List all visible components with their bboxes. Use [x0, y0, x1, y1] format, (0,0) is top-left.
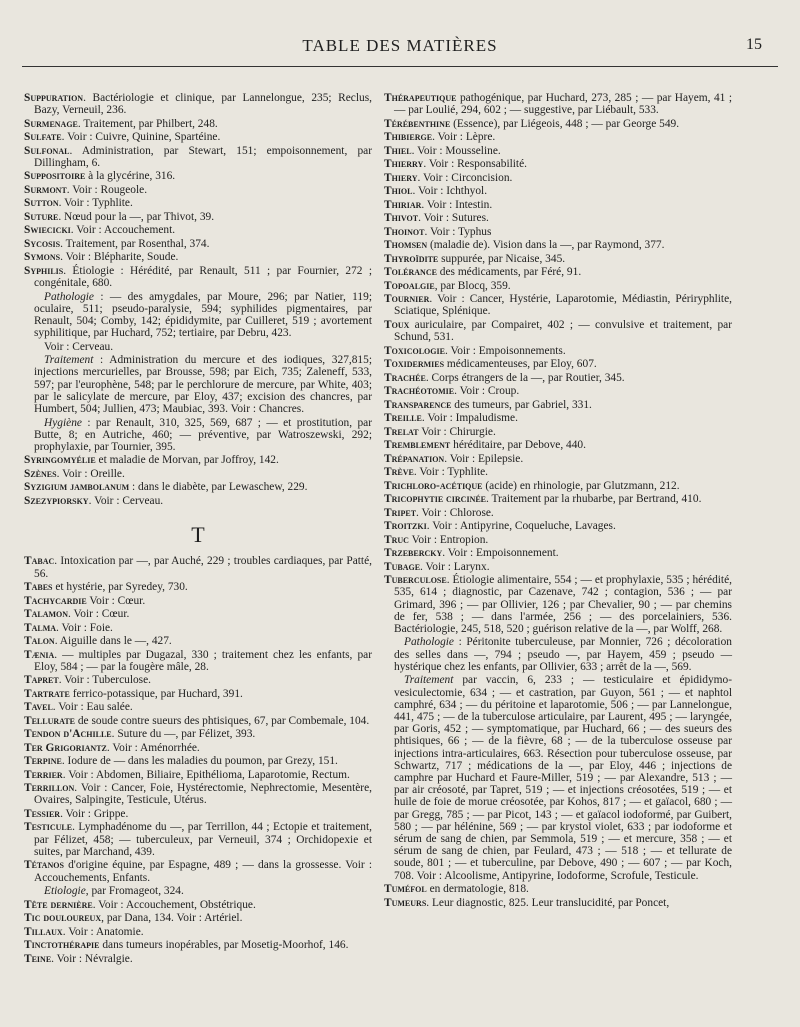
entry-term: Thiriar: [384, 198, 422, 211]
entry-text: . — multiples par Dugazal, 330 ; traitement chez les enfants, par Eloy, 584 ; — par la fougère mâle, 28.: [34, 648, 372, 673]
index-entry: [384, 358, 732, 370]
entry-term: Thiel: [384, 144, 412, 157]
index-entry: [24, 755, 372, 767]
entry-term: Talamon: [24, 608, 69, 621]
index-entry: [24, 742, 372, 754]
entry-text: . Voir : Impaludisme.: [421, 412, 518, 425]
index-subentry: [384, 636, 732, 673]
index-entry: [24, 608, 372, 620]
entry-term: Tubage: [384, 560, 421, 573]
index-subentry: [24, 354, 372, 415]
entry-text: . Étiologie : Hérédité, par Renault, 511 ; par Fournier, 272 ; congénitale, 680.: [34, 264, 372, 290]
entry-term: Sulfonal: [24, 144, 70, 157]
index-entry: [384, 185, 732, 197]
entry-term: Terrillon: [24, 782, 75, 795]
index-entry: [24, 145, 372, 169]
entry-text: . Voir : Typhlite.: [58, 197, 133, 210]
right-column: [384, 92, 732, 910]
index-entry: [384, 507, 732, 519]
entry-text: à la glycérine, 316.: [85, 170, 176, 183]
entry-text: . Traitement, par Philbert, 248.: [77, 117, 218, 130]
index-entry: [24, 595, 372, 607]
entry-term: Terrier: [24, 768, 63, 781]
entry-term: Tabac: [24, 555, 55, 568]
entry-text: . Traitement, par Rosenthal, 374.: [60, 237, 210, 250]
entry-text: (maladie de). Vision dans la —, par Raymond, 377.: [427, 239, 665, 252]
entry-term: Trachéotomie: [384, 385, 455, 398]
subentry-key: Etiologie: [44, 885, 86, 898]
index-entry: [24, 622, 372, 634]
subentry-text: : Administration du mercure et des iodiques, 327,815; injections mercurielles, par Brousse, 598; par Eich, 735; Zaleneff, 533, 597; par l'europhène, 548; par le perchlorure de mercure, par White, 403; par le salicylate de mercure, par Eloy, 437; excision des chancres, par Humbert, 504; Jullien, 473; Maubiac, 393. Voir : Chancres.: [34, 354, 372, 416]
entry-text: . Voir : Foie.: [56, 621, 113, 634]
subentry-key: Pathologie: [404, 636, 454, 649]
index-entry: [384, 280, 732, 292]
entry-term: Thomsen: [384, 239, 428, 252]
index-entry: [384, 453, 732, 465]
index-entry: [384, 534, 732, 546]
entry-term: Transparence: [384, 398, 452, 411]
entry-term: Toxidermies: [384, 358, 445, 371]
index-entry: [24, 481, 372, 493]
index-entry: [24, 555, 372, 579]
entry-term: Tartrate: [24, 687, 70, 700]
entry-text: . Voir : Larynx.: [420, 560, 490, 573]
entry-text: . Voir : Oreille.: [56, 467, 125, 480]
entry-term: Térébenthine: [384, 117, 451, 130]
index-entry: [24, 953, 372, 965]
subentry-text: par vaccin, 6, 233 ; — testiculaire et épididymo-vesiculectomie, 634 ; — et castration, par Guyon, 561 ; — et naphtol camphré, 634 ; — du péritoine et laparotomie, 506 ; — par Lannelongue, 441, 475 ; — de la tuberculose articulaire, par Laurent, 495 ; — laryngée, par Goris, 452 ; — symptomatique, par Huchard, 66 ; — des sueurs des phtisiques, 66 ; — de la fièvre, 68 ; — de la tuberculose osseuse par injections intra-articulaires, 663. Résection pour tuberculose osseuse, par Schwartz, 717 ; médications de la —, par Eloy, 446 ; injections de camphre par Huchard et Faure-Miller, 519 ; — par Alexandre, 513 ; — par air créosoté, par Tapret, 519 ; — et injections créosotées, 519 ; — et huile de foie de morue créosotée, par Kohos, 817 ; — et gaïacol, 680 ; — par Gregg, 785 ; — par Picot, 143 ; — et gaïacol iodoformé, par Guibert, 580 ; — par hélénine, 569 ; — par krystol violet, 633 ; par iodoforme et sérum de sang de chien, par Semmola, 519 ; — et mercure, 358 ; — et sérum de sang de chien, par Feulard, 473 ; — 518 ; — et tellurate de soude, 801 ; — et tuberculine, par Debove, 490 ; — 607 ; — par Koch, 708. Voir : Alcoolisme, Antipyrine, Iodoforme, Scrofule, Testicule.: [394, 674, 732, 882]
entry-term: Thoinot: [384, 225, 425, 238]
entry-term: Thierry: [384, 158, 424, 171]
entry-term: Syzigium jambolanum: [24, 481, 130, 494]
entry-text: . Aiguille dans le —, 427.: [54, 635, 172, 648]
index-entry: [24, 265, 372, 289]
entry-text: . Lymphadénome du —, par Terrillon, 44 ; Ectopie et traitement, par Félizet, 458; — tuberculeux, par Verneuil, 374 ; Orchidopexie et suites, par Marchand, 439.: [34, 821, 372, 858]
subentry-text: : Péritonite tuberculeuse, par Monnier, 726 ; décoloration des selles dans —, 794 ; pseudo —, par Hayem, 459 ; pseudo — hystérique chez les enfants, par Ollivier, 633 ; arrêt de la —, 569.: [394, 636, 732, 673]
index-subentry: [24, 291, 372, 340]
entry-term: Topoalgie: [384, 279, 435, 292]
entry-text: et hystérie, par Syredey, 730.: [52, 581, 188, 594]
subentry-text: : — des amygdales, par Moure, 296; par Natier, 119; oculaire, 511; pseudo-paralysie, 594; syphilides pigmentaires, par Renault, 504; Comby, 142; épididymite, par Cuilleret, 519 ; avortement syphilitique, par Huchard, 752; tertiaire, par Debru, 423.: [34, 290, 372, 340]
index-entry: [384, 158, 732, 170]
index-entry: [384, 92, 732, 116]
subentry-key: Traitement: [404, 674, 454, 687]
index-entry: [384, 426, 732, 438]
index-subentry: [24, 885, 372, 897]
entry-term: Swiecicki: [24, 224, 71, 237]
entry-term: Tænia: [24, 648, 55, 661]
left-column: [24, 92, 372, 966]
entry-term: Surmenage: [24, 117, 78, 130]
index-entry: [384, 345, 732, 357]
entry-text: . Voir : Responsabilité.: [423, 158, 528, 171]
entry-term: Trève: [384, 466, 414, 479]
entry-text: . Nœud pour la —, par Thivot, 39.: [58, 210, 215, 223]
index-entry: [384, 897, 732, 909]
index-entry: [384, 319, 732, 343]
entry-term: Thiery: [384, 171, 418, 184]
entry-text: . Administration, par Stewart, 151; empoisonnement, par Dillingham, 6.: [34, 144, 372, 169]
entry-term: Talma: [24, 621, 57, 634]
index-entry: [24, 581, 372, 593]
entry-text: Voir : Entropion.: [408, 533, 489, 546]
index-entry: [24, 926, 372, 938]
entry-text: . Voir : Cœur.: [68, 608, 130, 621]
index-entry: [24, 92, 372, 116]
entry-text: auriculaire, par Compairet, 402 ; — convulsive et traitement, par Schund, 531.: [394, 318, 732, 344]
index-entry: [24, 674, 372, 686]
entry-term: Truc: [384, 533, 409, 546]
page-title: TABLE DES MATIÈRES: [302, 36, 498, 55]
entry-text: . Voir : Epilepsie.: [444, 452, 524, 465]
entry-term: Tabes: [24, 581, 53, 594]
index-entry: [384, 883, 732, 895]
entry-text: . Voir : Typhlite.: [413, 466, 489, 479]
entry-text: . Voir : Blépharite, Soude.: [60, 251, 179, 264]
index-entry: [24, 769, 372, 781]
entry-text: . Voir : Accouchement.: [70, 224, 176, 237]
index-entry: [384, 226, 732, 238]
entry-text: . Voir : Abdomen, Biliaire, Epithélioma, Laparotomie, Rectum.: [62, 768, 350, 781]
entry-text: . Voir : Circoncision.: [417, 171, 513, 184]
entry-text: . Voir : Grippe.: [60, 807, 129, 820]
index-entry: [24, 224, 372, 236]
entry-term: Trichloro-acétique: [384, 479, 483, 492]
index-entry: [384, 480, 732, 492]
index-entry: [384, 118, 732, 130]
entry-term: Trelat: [384, 425, 419, 438]
entry-term: Testicule: [24, 821, 73, 834]
entry-text: . Voir : Mousseline.: [411, 144, 501, 157]
entry-text: . Voir : Cancer, Foie, Hystérectomie, Nephrectomie, Mesentère, Ovaires, Salpingite, Testicule, Utérus.: [34, 782, 372, 807]
entry-term: Syphilis: [24, 264, 64, 277]
entry-term: Troitzki: [384, 520, 427, 533]
entry-text: . Corps étrangers de la —, par Routier, 345.: [425, 371, 625, 384]
entry-term: Suppuration: [24, 92, 84, 104]
subentry-text: : par Renault, 310, 325, 569, 687 ; — et prostitution, par Butte, 8; en Autriche, 460; — préventive, par Watroszewski, 292; prophylaxie, par Tournier, 395.: [34, 416, 372, 453]
index-entry: [24, 649, 372, 673]
entry-text: . Intoxication par —, par Auché, 229 ; troubles cardiaques, par Patté, 56.: [34, 555, 372, 580]
subentry-key: Pathologie: [44, 290, 94, 303]
entry-text: . Voir : Chlorose.: [416, 506, 494, 519]
index-entry: [384, 145, 732, 157]
index-entry: [24, 238, 372, 250]
index-entry: [384, 199, 732, 211]
entry-term: Tripet: [384, 506, 417, 519]
index-entry: [24, 170, 372, 182]
entry-text: pathogénique, par Huchard, 273, 285 ; — par Hayem, 41 ; — par Loulié, 294, 602 ; — suggestive, par Liébault, 533.: [394, 92, 732, 117]
entry-text: . Étiologie alimentaire, 554 ; — et prophylaxie, 535 ; hérédité, 535, 614 ; diagnostic, par Cazenave, 742 ; contagion, 536 ; — par Grimard, 396 ; — par Ollivier, 126 ; par Chevalier, 90 ; — par chemins de fer, 538 ; — dans l'armée, 256 ; — des porcelainiers, 536. Bactériologie, 245, 518, 520 ; guérison relative de la —, par Wolff, 268.: [394, 574, 732, 635]
entry-text: médicamenteuses, par Eloy, 607.: [444, 358, 597, 371]
index-entry: [24, 251, 372, 263]
entry-term: Szènes: [24, 467, 57, 480]
index-entry: [384, 439, 732, 451]
index-entry: [384, 547, 732, 559]
entry-text: Voir : Chirurgie.: [418, 425, 496, 438]
entry-term: Surmont: [24, 183, 67, 196]
index-entry: [384, 385, 732, 397]
entry-term: Toux: [384, 318, 410, 331]
entry-text: , par Dana, 134. Voir : Artériel.: [101, 912, 243, 925]
index-entry: [384, 172, 732, 184]
entry-text: suppurée, par Nicaise, 345.: [438, 252, 566, 265]
entry-term: Trzebercky: [384, 547, 443, 560]
entry-text: des tumeurs, par Gabriel, 331.: [451, 398, 592, 411]
entry-term: Terpine: [24, 755, 62, 768]
entry-text: . Voir : Intestin.: [421, 198, 493, 211]
entry-text: . Voir : Antipyrine, Coqueluche, Lavages.: [426, 520, 616, 533]
entry-text: . Voir : Anatomie.: [62, 925, 144, 938]
entry-term: Treille: [384, 412, 422, 425]
entry-term: Tricophytie circinée: [384, 493, 487, 506]
index-entry: [24, 939, 372, 951]
page-header: [22, 36, 778, 62]
index-entry: [384, 574, 732, 635]
entry-text: . Voir : Sutures.: [418, 212, 489, 225]
entry-term: Tavel: [24, 701, 53, 714]
entry-term: Tillaux: [24, 925, 63, 938]
index-entry: [384, 131, 732, 143]
index-entry: [24, 184, 372, 196]
entry-term: Tumeurs: [384, 896, 427, 909]
entry-term: Symons: [24, 251, 61, 264]
entry-text: Voir : Cœur.: [86, 594, 146, 607]
index-entry: [384, 493, 732, 505]
entry-text: . Iodure de — dans les maladies du poumon, par Grezy, 151.: [61, 755, 338, 768]
entry-term: Tremblement: [384, 439, 451, 452]
entry-term: Tuberculose: [384, 574, 447, 587]
entry-text: (acide) en rhinologie, par Glutzmann, 212.: [482, 479, 680, 492]
entry-text: ferrico-potassique, par Huchard, 391.: [69, 687, 243, 700]
index-entry: [24, 859, 372, 883]
entry-text: et maladie de Morvan, par Joffroy, 142.: [95, 454, 279, 467]
entry-term: Tuméfol: [384, 883, 427, 896]
entry-text: . Voir : Névralgie.: [51, 952, 133, 965]
entry-text: . Voir : Rougeole.: [66, 183, 148, 196]
entry-text: en dermatologie, 818.: [426, 883, 529, 896]
entry-term: Thivot: [384, 212, 419, 225]
section-letter-heading: T: [191, 522, 205, 548]
entry-text: : dans le diabète, par Lewaschew, 229.: [129, 481, 308, 494]
entry-text: héréditaire, par Debove, 440.: [450, 439, 586, 452]
entry-text: . Voir : Lèpre.: [432, 131, 496, 144]
index-entry: [384, 466, 732, 478]
index-entry: [384, 293, 732, 317]
subentry-key: Traitement: [44, 354, 94, 367]
entry-term: Ter Grigoriantz: [24, 741, 107, 754]
entry-term: Szezypiorsky: [24, 494, 89, 507]
entry-text: . Leur diagnostic, 825. Leur translucidité, par Poncet,: [426, 896, 670, 909]
index-entry: [384, 399, 732, 411]
index-entry: [24, 131, 372, 143]
entry-term: Tétanos: [24, 859, 64, 872]
entry-term: Sycosis: [24, 237, 61, 250]
index-entry: [24, 688, 372, 700]
entry-term: Tendon d'Achille: [24, 728, 112, 741]
entry-term: Sulfate: [24, 131, 62, 144]
entry-text: . Voir : Tuberculose.: [58, 674, 152, 687]
entry-term: Tessier: [24, 807, 61, 820]
entry-text: . Voir : Aménorrhée.: [106, 741, 200, 754]
page-number: 15: [746, 36, 762, 53]
entry-term: Suture: [24, 210, 59, 223]
entry-term: Toxicologie: [384, 344, 445, 357]
entry-text: . Bactériologie et clinique, par Lannelongue, 235; Reclus, Bazy, Verneuil, 236.: [34, 92, 372, 117]
index-entry: [24, 635, 372, 647]
entry-term: Trépanation: [384, 452, 445, 465]
index-entry: [24, 899, 372, 911]
index-entry: [384, 372, 732, 384]
index-subentry: [24, 417, 372, 454]
entry-text: de soude contre sueurs des phtisiques, 67, par Combemale, 104.: [75, 714, 370, 727]
index-entry: [24, 821, 372, 858]
index-crossref: Voir : Cerveau.: [44, 340, 114, 353]
entry-text: (Essence), par Liégeois, 448 ; — par George 549.: [450, 117, 680, 130]
entry-term: Thérapeutique: [384, 92, 457, 104]
index-entry: [384, 266, 732, 278]
index-entry: [384, 561, 732, 573]
index-entry: [384, 520, 732, 532]
entry-term: Talon: [24, 635, 55, 648]
entry-term: Tapret: [24, 674, 59, 687]
entry-term: Tête dernière: [24, 898, 93, 911]
index-entry: [384, 212, 732, 224]
entry-text: . Voir : Typhus: [424, 225, 492, 238]
index-entry: [24, 782, 372, 806]
entry-text: . Voir : Croup.: [454, 385, 520, 398]
subentry-text: , par Fromageot, 324.: [85, 885, 184, 898]
index-entry: [24, 211, 372, 223]
entry-term: Thibierge: [384, 131, 433, 144]
entry-term: Thiol: [384, 185, 413, 198]
subentry-key: Hygiène: [44, 416, 82, 429]
entry-text: , par Blocq, 359.: [434, 279, 511, 292]
index-entry: [24, 701, 372, 713]
entry-term: Tellurate: [24, 714, 76, 727]
index-entry: [384, 253, 732, 265]
entry-term: Sutton: [24, 197, 59, 210]
entry-term: Teine: [24, 952, 52, 965]
entry-text: . Voir : Empoisonnements.: [444, 344, 566, 357]
index-entry: [384, 239, 732, 251]
entry-term: Tachycardie: [24, 594, 87, 607]
entry-text: . Voir : Eau salée.: [52, 701, 133, 714]
entry-text: . Voir : Cancer, Hystérie, Laparotomie, Médiastin, Périryphlite, Sciatique, Splénique.: [394, 293, 732, 318]
entry-text: . Suture du —, par Félizet, 393.: [111, 728, 256, 741]
entry-term: Tic douloureux: [24, 912, 102, 925]
index-entry: [24, 912, 372, 924]
index-subentry: [384, 674, 732, 881]
entry-text: d'origine équine, par Espagne, 489 ; — dans la grossesse. Voir : Accouchements, Enfants.: [34, 859, 372, 884]
entry-term: Tournier: [384, 293, 430, 306]
index-entry: [24, 118, 372, 130]
index-entry: [24, 454, 372, 466]
entry-term: Syringomyélie: [24, 454, 96, 467]
index-entry: [24, 468, 372, 480]
entry-term: Tolérance: [384, 266, 437, 279]
index-entry: [24, 808, 372, 820]
entry-text: . Voir : Empoisonnement.: [442, 547, 559, 560]
index-entry: [384, 412, 732, 424]
entry-text: . Voir : Cerveau.: [88, 494, 164, 507]
entry-text: dans tumeurs inopérables, par Mosetig-Moorhof, 146.: [99, 939, 349, 952]
entry-text: . Voir : Cuivre, Quinine, Spartéine.: [61, 131, 221, 144]
entry-text: des médicaments, par Féré, 91.: [436, 266, 582, 279]
entry-term: Trachée: [384, 371, 426, 384]
entry-term: Suppositoire: [24, 170, 86, 183]
entry-text: . Voir : Ichthyol.: [412, 185, 488, 198]
index-entry: [24, 495, 372, 507]
index-entry: [24, 715, 372, 727]
header-rule: [22, 66, 778, 67]
entry-text: . Traitement par la rhubarbe, par Bertrand, 410.: [486, 493, 702, 506]
index-entry: [24, 728, 372, 740]
index-entry: [24, 197, 372, 209]
entry-text: . Voir : Accouchement, Obstétrique.: [92, 898, 256, 911]
entry-term: Thyroïdite: [384, 252, 439, 265]
entry-term: Tinctothérapie: [24, 939, 100, 952]
